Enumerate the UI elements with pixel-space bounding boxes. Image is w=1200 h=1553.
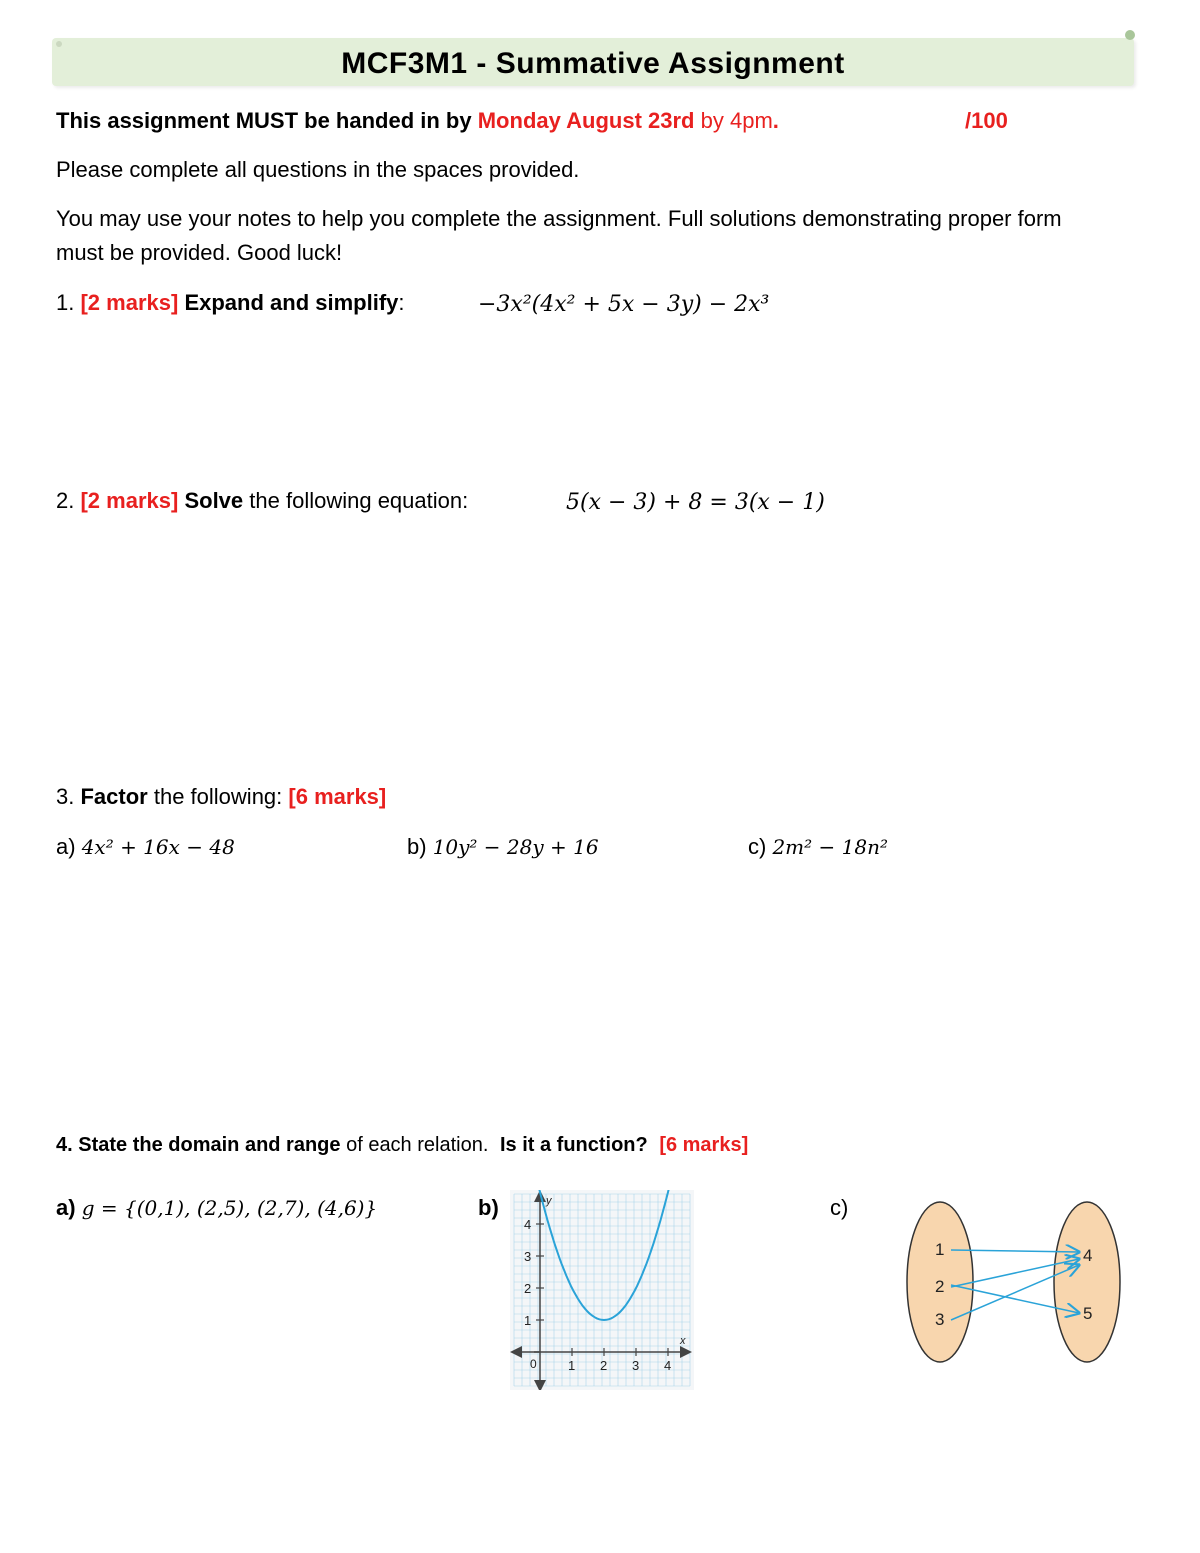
y-tick-label: 1	[524, 1313, 532, 1328]
question-3	[56, 782, 386, 812]
range-oval	[1054, 1202, 1120, 1362]
q3-part-c	[748, 832, 888, 862]
parabola-graph	[510, 1190, 694, 1390]
q3-part-c-expr: 2m² − 18n²	[772, 835, 888, 859]
q1-number: 1.	[56, 290, 75, 315]
due-prefix: This assignment MUST be handed in by	[56, 108, 472, 133]
q1-colon: :	[398, 290, 405, 315]
q4-number: 4.	[56, 1134, 73, 1156]
q2-number: 2.	[56, 488, 75, 513]
q2-rest: the following equation:	[249, 488, 469, 513]
x-tick-label: 2	[600, 1358, 608, 1373]
range-value-4: 4	[1083, 1246, 1093, 1265]
q3-part-b-label: b)	[407, 834, 427, 859]
question-2	[56, 486, 468, 516]
q4-part-a	[56, 1193, 377, 1223]
q3-instruction: Factor	[80, 784, 148, 809]
q4-rest: of each relation.	[346, 1134, 489, 1156]
notes-line-2: must be provided. Good luck!	[56, 240, 343, 265]
origin-label: 0	[530, 1357, 537, 1371]
q3-part-a-label: a)	[56, 834, 76, 859]
q2-marks: [2 marks]	[80, 488, 179, 513]
q3-part-a-expr: 4x² + 16x − 48	[81, 835, 235, 859]
y-axis-label: y	[546, 1195, 552, 1207]
q4-marks: [6 marks]	[659, 1134, 749, 1156]
y-tick-label: 3	[524, 1249, 532, 1264]
question-1	[56, 288, 405, 318]
q4-question: Is it a function?	[499, 1134, 648, 1156]
total-marks: /100	[965, 108, 1008, 133]
decorative-dot	[1125, 30, 1135, 40]
x-tick-label: 4	[664, 1358, 672, 1373]
instructions-line: Please complete all questions in the spaces provided.	[56, 157, 580, 182]
page-title: MCF3M1 - Summative Assignment	[341, 47, 845, 80]
q3-part-a	[56, 832, 235, 862]
q1-marks: [2 marks]	[80, 290, 179, 315]
q3-part-b-expr: 10y² − 28y + 16	[432, 835, 599, 859]
q4-instruction: State the domain and range	[78, 1134, 341, 1156]
q2-equation: 5(x − 3) + 8 = 3(x − 1)	[566, 490, 825, 515]
q4-part-a-expr: g = {(0,1), (2,5), (2,7), (4,6)}	[81, 1196, 378, 1220]
q3-rest: the following:	[153, 784, 283, 809]
x-tick-label: 3	[632, 1358, 640, 1373]
domain-value-1: 1	[935, 1240, 945, 1259]
domain-value-3: 3	[935, 1310, 945, 1329]
x-tick-label: 1	[568, 1358, 576, 1373]
q2-instruction: Solve	[184, 488, 244, 513]
y-tick-label: 2	[524, 1281, 532, 1296]
q3-marks: [6 marks]	[288, 784, 387, 809]
range-value-5: 5	[1083, 1304, 1093, 1323]
mapping-diagram	[895, 1195, 1135, 1370]
notes-line-1: You may use your notes to help you complete the assignment. Full solutions demonstrating proper form	[56, 206, 1062, 231]
due-period: .	[772, 108, 779, 133]
due-line	[56, 106, 779, 136]
q4-part-a-label: a)	[56, 1195, 76, 1220]
q3-part-c-label: c)	[748, 834, 767, 859]
due-time: by 4pm	[700, 108, 773, 133]
q4-part-c-label: c)	[830, 1195, 849, 1220]
q1-expression: −3x²(4x² + 5x − 3y) − 2x³	[478, 292, 770, 317]
domain-value-2: 2	[935, 1277, 945, 1296]
q1-instruction: Expand and simplify	[184, 290, 399, 315]
due-date: Monday August 23rd	[477, 108, 695, 133]
x-axis-label: x	[680, 1335, 686, 1347]
y-tick-label: 4	[524, 1217, 532, 1232]
q3-part-b	[407, 832, 599, 862]
q3-number: 3.	[56, 784, 75, 809]
question-4	[56, 1130, 748, 1160]
q4-part-b-label: b)	[478, 1195, 499, 1220]
